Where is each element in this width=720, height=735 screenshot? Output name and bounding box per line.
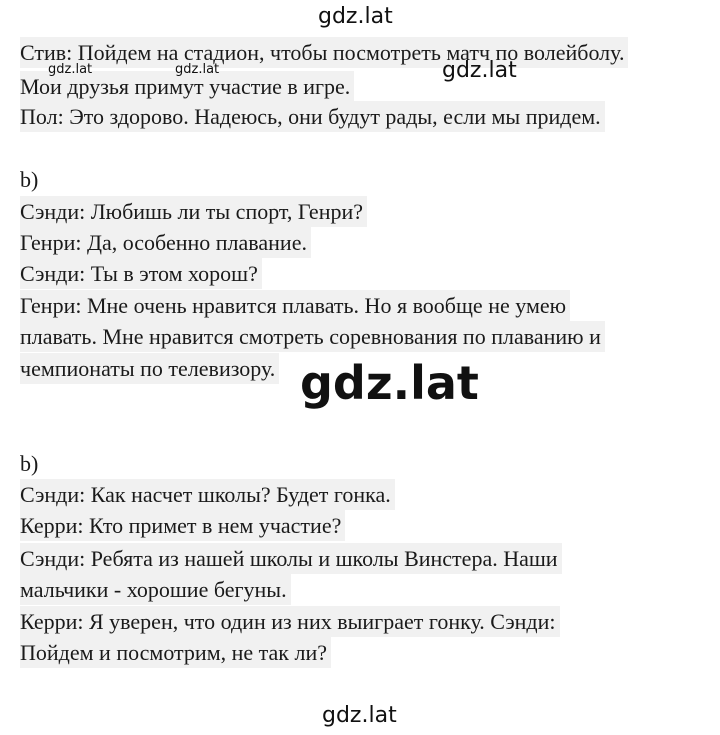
dialogue-b1-line-2: Генри: Да, особенно плавание.: [20, 227, 311, 258]
dialogue-a-line-3: Пол: Это здорово. Надеюсь, они будут рады, если мы придем.: [20, 101, 605, 132]
watermark-bottom: gdz.lat: [322, 703, 397, 728]
dialogue-b2-line-3: Сэнди: Ребята из нашей школы и школы Винстера. Наши: [20, 543, 562, 574]
watermark-small-1: gdz.lat: [48, 62, 93, 77]
dialogue-b1-line-5: плавать. Мне нравится смотреть соревнования по плаванию и: [20, 321, 605, 352]
watermark-large: gdz.lat: [300, 356, 479, 410]
dialogue-b1-line-1: Сэнди: Любишь ли ты спорт, Генри?: [20, 196, 367, 227]
dialogue-b1-line-6: чемпионаты по телевизору.: [20, 353, 279, 384]
dialogue-b2-line-2: Керри: Кто примет в нем участие?: [20, 510, 345, 541]
dialogue-b2-line-5: Керри: Я уверен, что один из них выиграет гонку. Сэнди:: [20, 606, 560, 637]
dialogue-b2-line-4: мальчики - хорошие бегуны.: [20, 574, 291, 605]
watermark-mid: gdz.lat: [442, 58, 517, 83]
dialogue-b2-line-1: Сэнди: Как насчет школы? Будет гонка.: [20, 479, 395, 510]
watermark-top: gdz.lat: [318, 4, 393, 29]
dialogue-a-line-1: Стив: Пойдем на стадион, чтобы посмотреть матч по волейболу.: [20, 37, 628, 68]
dialogue-b1-heading: b): [20, 167, 39, 192]
dialogue-b2-line-6: Пойдем и посмотрим, не так ли?: [20, 637, 331, 668]
dialogue-a-line-2: Мои друзья примут участие в игре.: [20, 71, 354, 102]
dialogue-b1-line-3: Сэнди: Ты в этом хорош?: [20, 258, 262, 289]
watermark-small-2: gdz.lat: [175, 62, 220, 77]
dialogue-b2-heading: b): [20, 451, 39, 476]
dialogue-b1-line-4: Генри: Мне очень нравится плавать. Но я вообще не умею: [20, 290, 570, 321]
